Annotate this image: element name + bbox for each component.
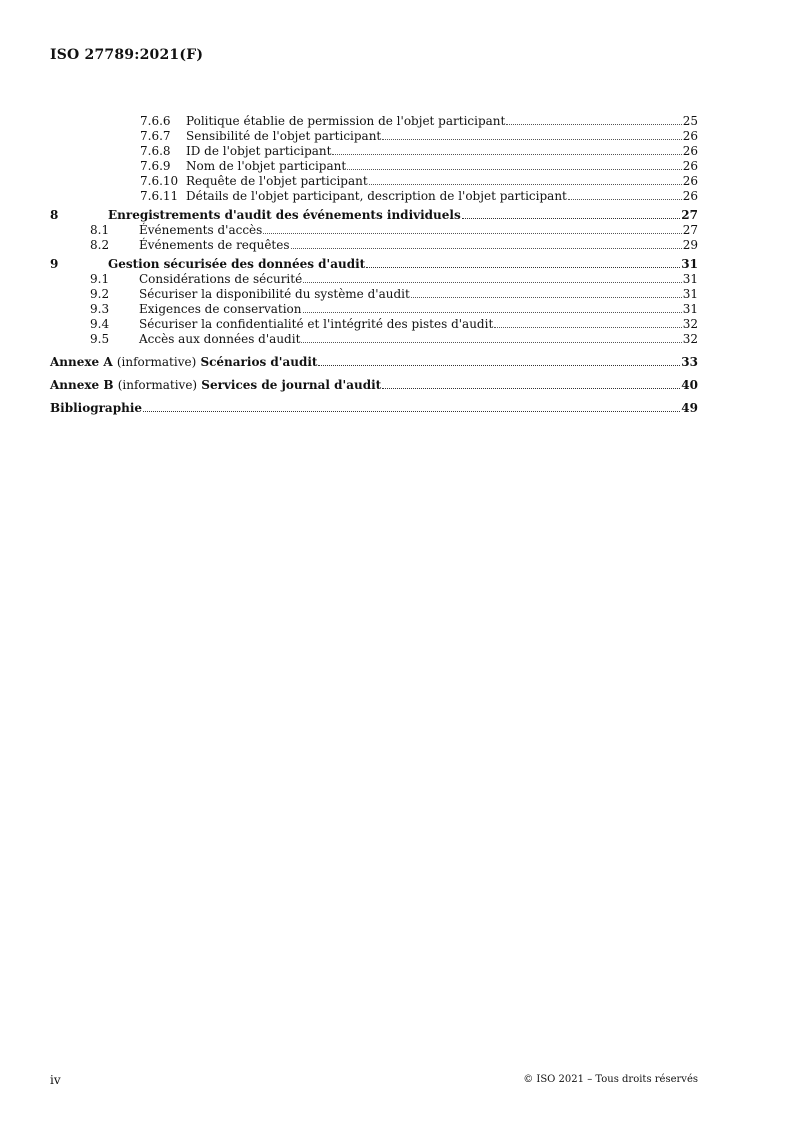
dot-leader (462, 218, 681, 219)
annex-title: Scénarios d'audit (200, 355, 318, 369)
toc-entry-page: 29 (682, 238, 698, 252)
toc-section-title: Enregistrements d'audit des événements individuels (108, 208, 461, 222)
page-number: iv (50, 1073, 61, 1087)
toc-entry-title: Considérations de sécurité (139, 272, 303, 286)
bibliography-page: 49 (681, 401, 698, 415)
toc-section-number: 9 (50, 257, 59, 271)
toc-entry-page: 26 (682, 129, 698, 143)
toc-entry[interactable] (50, 287, 698, 302)
toc-bibliography[interactable] (50, 400, 698, 416)
toc-entry[interactable] (50, 159, 698, 174)
toc-entry[interactable] (50, 332, 698, 347)
annex-label: Annexe A (50, 355, 113, 369)
toc-annex-a[interactable] (50, 354, 698, 370)
toc-entry[interactable] (50, 272, 698, 287)
toc-entry-number: 9.1 (90, 272, 110, 286)
toc-section-9[interactable] (50, 257, 698, 272)
toc-entry[interactable] (50, 223, 698, 238)
toc-entry-number: 9.4 (90, 317, 110, 331)
dot-leader (301, 342, 681, 343)
toc-entry-page: 26 (682, 189, 698, 203)
toc-entry-title: ID de l'objet participant (186, 144, 332, 158)
dot-leader (332, 154, 681, 155)
toc-entry-page: 26 (682, 159, 698, 173)
toc-entry-page: 25 (682, 114, 698, 128)
toc-entry-number: 9.2 (90, 287, 110, 301)
annex-informative: (informative) (117, 378, 198, 392)
toc-entry-title: Sécuriser la disponibilité du système d'audit (139, 287, 410, 301)
toc-entry-title: Politique établie de permission de l'objet participant (186, 114, 506, 128)
toc-entry[interactable] (50, 302, 698, 317)
dot-leader (506, 124, 681, 125)
annex-page: 40 (681, 378, 698, 392)
toc-entry[interactable] (50, 114, 698, 129)
bibliography-title: Bibliographie (50, 401, 143, 415)
annex-page: 33 (681, 355, 698, 369)
toc-entry-number: 9.5 (90, 332, 110, 346)
dot-leader (303, 312, 682, 313)
copyright-notice: © ISO 2021 – Tous droits réservés (523, 1074, 698, 1085)
toc-entry-number: 7.6.10 (140, 174, 179, 188)
dot-leader (303, 282, 682, 283)
toc-entry[interactable] (50, 174, 698, 189)
toc-entry-number: 9.3 (90, 302, 110, 316)
toc-entry-page: 31 (682, 287, 698, 301)
toc-entry-page: 26 (682, 144, 698, 158)
toc-section-title: Gestion sécurisée des données d'audit (108, 257, 366, 271)
toc-entry-page: 26 (682, 174, 698, 188)
toc-entry-number: 7.6.9 (140, 159, 171, 173)
dot-leader (382, 388, 680, 389)
toc-entry-title: Accès aux données d'audit (139, 332, 301, 346)
toc-entry-number: 7.6.8 (140, 144, 171, 158)
dot-leader (366, 267, 680, 268)
annex-title: Services de journal d'audit (201, 378, 382, 392)
toc-entry-title: Événements d'accès (139, 223, 263, 237)
dot-leader (369, 184, 682, 185)
toc-entry[interactable] (50, 189, 698, 204)
toc-entry-page: 31 (682, 302, 698, 316)
toc-entry-title: Requête de l'objet participant (186, 174, 368, 188)
toc-entry-number: 7.6.11 (140, 189, 179, 203)
toc-entry-page: 32 (682, 332, 698, 346)
toc-entry[interactable] (50, 317, 698, 332)
table-of-contents (50, 114, 698, 416)
dot-leader (318, 365, 680, 366)
toc-section-page: 31 (681, 257, 698, 271)
toc-entry-page: 27 (682, 223, 698, 237)
toc-entry-number: 8.2 (90, 238, 110, 252)
annex-informative: (informative) (116, 355, 197, 369)
toc-entry-number: 7.6.6 (140, 114, 171, 128)
dot-leader (494, 327, 681, 328)
toc-entry-title: Sécuriser la confidentialité et l'intégrité des pistes d'audit (139, 317, 494, 331)
toc-entry-title: Sensibilité de l'objet participant (186, 129, 382, 143)
dot-leader (568, 199, 682, 200)
dot-leader (411, 297, 682, 298)
toc-entry-page: 31 (682, 272, 698, 286)
toc-entry-page: 32 (682, 317, 698, 331)
toc-entry-title: Exigences de conservation (139, 302, 302, 316)
dot-leader (382, 139, 681, 140)
toc-entry-number: 7.6.7 (140, 129, 171, 143)
toc-entry-title: Événements de requêtes (139, 238, 290, 252)
dot-leader (291, 248, 682, 249)
toc-entry[interactable] (50, 144, 698, 159)
document-id: ISO 27789:2021(F) (50, 47, 204, 63)
toc-annex-b[interactable] (50, 377, 698, 393)
toc-entry-number: 8.1 (90, 223, 110, 237)
toc-entry[interactable] (50, 129, 698, 144)
toc-section-page: 27 (681, 208, 698, 222)
toc-entry[interactable] (50, 238, 698, 253)
toc-section-number: 8 (50, 208, 59, 222)
annex-label: Annexe B (50, 378, 114, 392)
toc-section-8[interactable] (50, 208, 698, 223)
toc-entry-title: Détails de l'objet participant, description de l'objet participant (186, 189, 567, 203)
toc-entry-title: Nom de l'objet participant (186, 159, 347, 173)
dot-leader (143, 411, 680, 412)
dot-leader (347, 169, 682, 170)
dot-leader (263, 233, 681, 234)
